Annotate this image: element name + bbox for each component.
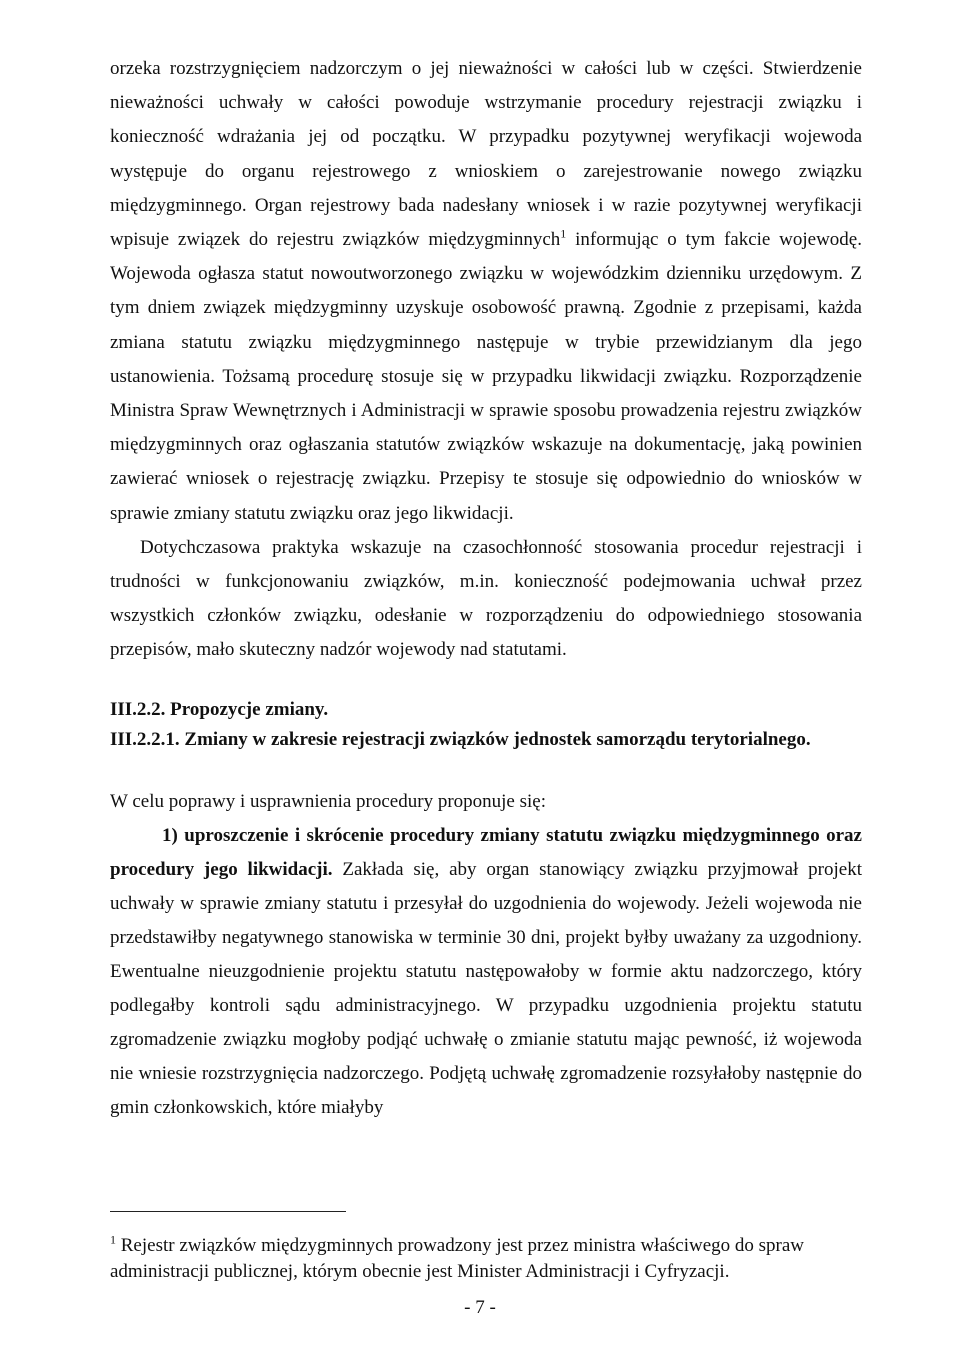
list-item-1: [110, 819, 862, 1125]
paragraph-text-part1: orzeka rozstrzygnięciem nadzorczym o jej nieważności w całości lub w części. Stwierdzenie nieważności uchwały w całości powoduje wstrzymanie procedury rejestracji związku i konieczność wdrażania jej od początku. W przypadku pozytywnej weryfikacji wojewoda występuje do organu rejestrowego z wnioskiem o zarejestrowanie nowego związku międzygminnego. Organ rejestrowy bada nadesłany wniosek i w razie pozytywnej weryfikacji wpisuje związek do rejestru związków międzygminnych: [110, 58, 862, 251]
footnote-reference[interactable]: 1: [560, 226, 567, 241]
paragraph-registration-procedure: [110, 52, 862, 531]
footnote-text: Rejestr związków międzygminnych prowadzony jest przez ministra właściwego do spraw administracji publicznej, którym obecnie jest Minister Administracji i Cyfryzacji.: [110, 1235, 805, 1282]
spacer: [110, 668, 862, 695]
paragraph-text-part2: informując o tym fakcie wojewodę. Wojewoda ogłasza statut nowoutworzonego związku w wojewódzkim dzienniku urzędowym. Z tym dniem związek międzygminny uzyskuje osobowość prawną. Zgodnie z przepisami, każda zmiana statutu związku międzygminnego następuje w trybie przewidzianym dla jego ustanowienia. Tożsamą procedurę stosuje się w przypadku likwidacji związku. Rozporządzenie Ministra Spraw Wewnętrznych i Administracji w sprawie sposobu prowadzenia rejestru związków międzygminnych oraz ogłaszania statutów związków wskazuje na dokumentację, jaką powinien zawierać wniosek o rejestrację związku. Przepisy te stosuje się odpowiednio do wniosków w sprawie zmiany statutu związku oraz jego likwidacji.: [110, 229, 862, 524]
footnote: [110, 1233, 862, 1285]
footnote-mark: 1: [110, 1232, 116, 1247]
list-item-1-text: Zakłada się, aby organ stanowiący związku przyjmował projekt uchwały w sprawie zmiany statutu i przesyłał do uzgodnienia do wojewody. Jeżeli wojewoda nie przedstawiłby negatywnego stanowiska w terminie 30 dni, projekt byłby uważany za uzgodniony. Ewentualne nieuzgodnienie projektu statutu następowałoby w formie aktu nadzorczego, który podlegałby kontroli sądu administracyjnego. W przypadku uzgodnienia projektu statutu zgromadzenie związku mogłoby podjąć uchwałę o zmianie statutu mając pewność, iż wojewoda nie wniesie rozstrzygnięcia nadzorczego. Podjętą uchwałę zgromadzenie rozsyłałoby następnie do gmin członkowskich, które miałyby: [110, 858, 862, 1118]
section-heading: III.2.2. Propozycje zmiany.: [110, 698, 329, 720]
footnote-divider: [110, 1211, 346, 1212]
subsection-heading: III.2.2.1. Zmiany w zakresie rejestracji związków jednostek samorządu terytorialnego.: [110, 728, 811, 750]
spacer: [110, 755, 862, 785]
page-number: - 7 -: [464, 1297, 496, 1318]
list-item-1-bold: 1) uproszczenie i skrócenie procedury zmiany statutu związku międzygminnego oraz procedury jego likwidacji.: [110, 824, 862, 880]
paragraph-practice: Dotychczasowa praktyka wskazuje na czasochłonność stosowania procedur rejestracji i trudności w funkcjonowaniu związków, m.in. konieczność podejmowania uchwał przez wszystkich członków związku, odesłanie w rozporządzeniu do odpowiedniego stosowania przepisów, mało skuteczny nadzór wojewody nad statutami.: [110, 536, 862, 661]
document-body: [110, 52, 862, 1125]
paragraph-intro: W celu poprawy i usprawnienia procedury proponuje się:: [110, 790, 546, 812]
